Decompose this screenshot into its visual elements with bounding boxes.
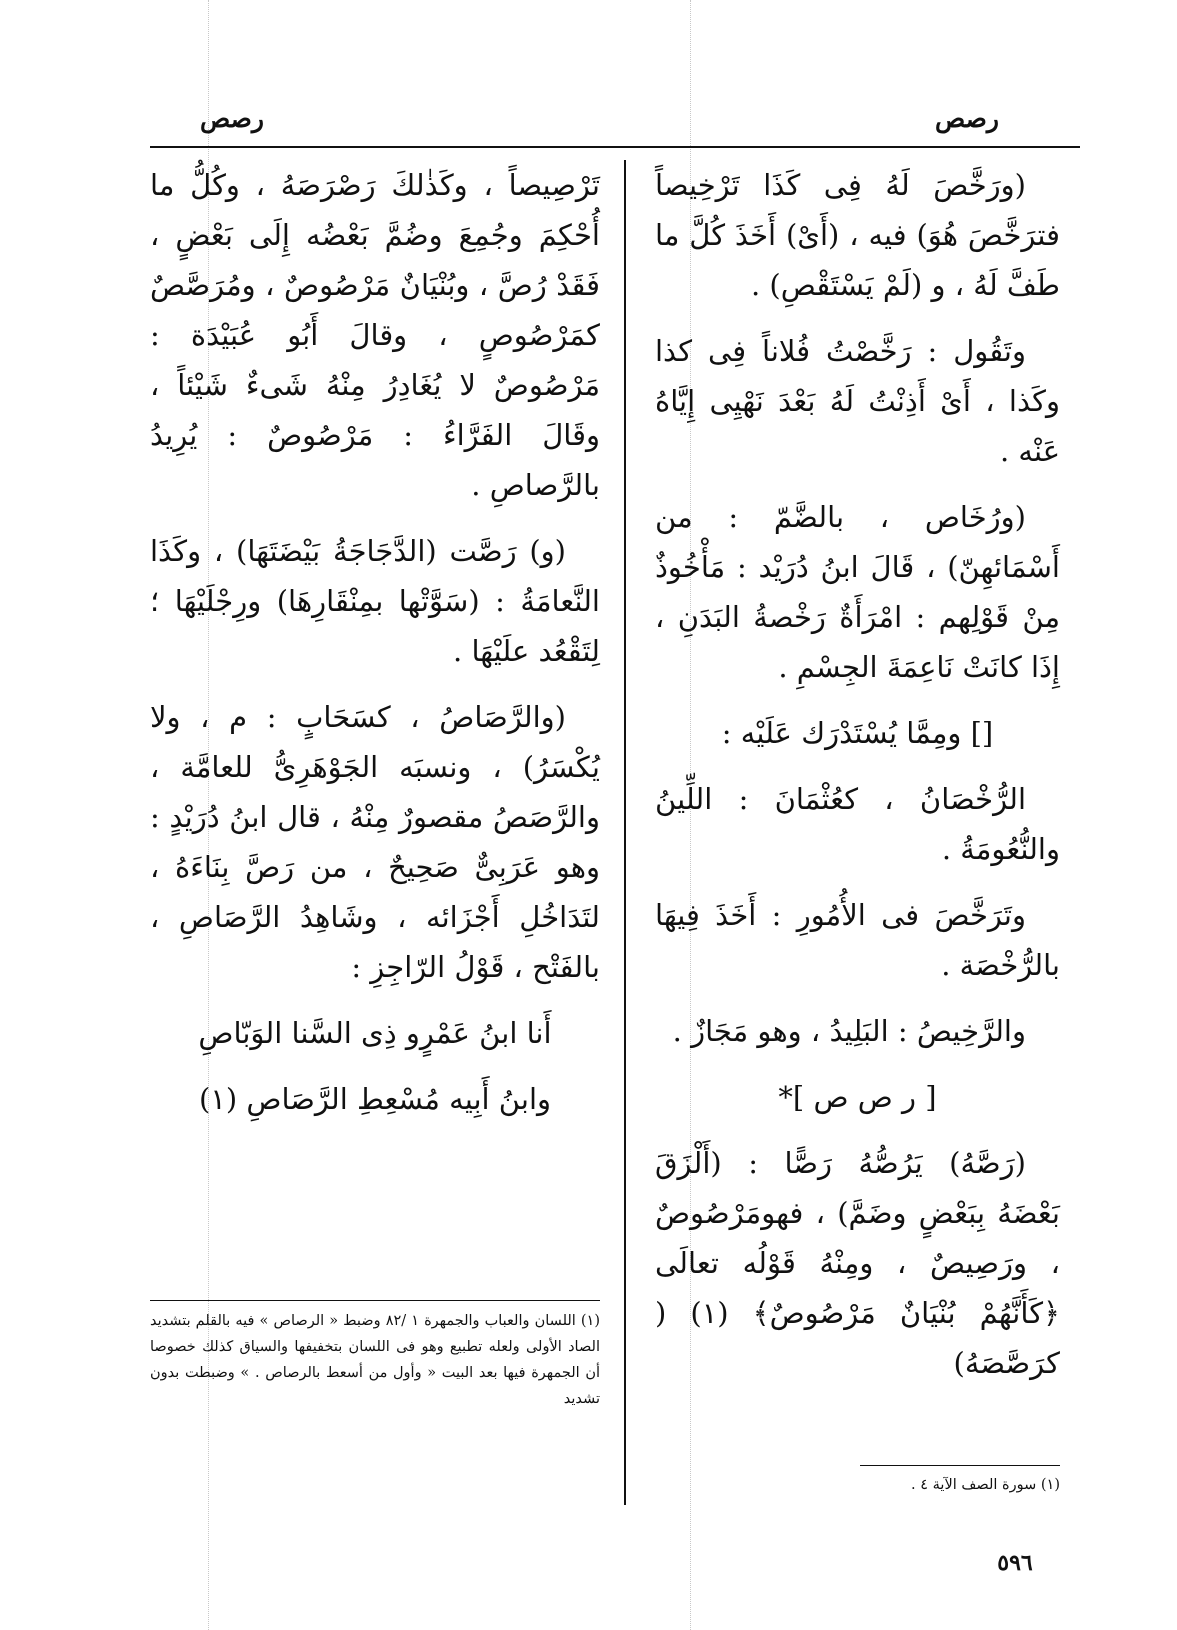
- subsection-heading: [] ومِمَّا يُسْتَدْرَك عَلَيْه :: [721, 716, 994, 750]
- paragraph: والرَّخِيصُ : البَلِيدُ ، وهو مَجَازٌ .: [672, 1014, 1026, 1048]
- right-footnote: (١) سورة الصف الآية ٤ .: [911, 1477, 1060, 1493]
- column-divider: [624, 160, 626, 1505]
- paragraph: (ورُخَاص ، بالضَّمّ : من أَسْمَائهِنّ) ، قَالَ ابنُ دُرَيْد : مَأْخُوذٌ مِنْ قَوْلِهم : امْرَأَةٌ رَخْصةُ البَدَنِ ، إِذَا كانَتْ نَاعِمَةَ الجِسْمِ .: [655, 500, 1060, 684]
- paragraph: (رَصَّهُ) يَرُصُّهُ رَصًّا : (أَلْزَقَ بَعْضَهُ بِبَعْضٍ وضَمَّ) ، فهومَرْصُوصٌ ، ورَصِيصٌ ، ومِنْهُ قَوْلُه تعالَى ﴿كَأَنَّهُمْ بُنْيَانٌ مَرْصُوصٌ﴾ (١) ( كرَصَّصَهُ): [655, 1146, 1060, 1380]
- left-column: [150, 160, 600, 1140]
- right-column: [655, 160, 1060, 1404]
- left-footnote: (١) اللسان والعباب والجمهرة ١ /٨٢ وضبط « الرصاص » فيه بالقلم بتشديد الصاد الأولى ولعله تطبيع وهو فى اللسان بتخفيفها والسياق كذلك خصوصا أن الجمهرة فيها بعد البيت « وأول من أسعط بالرصاص . » وضبطت بدون تشديد: [150, 1313, 600, 1407]
- paragraph: وتَرَخَّصَ فى الأُمُورِ : أَخَذَ فِيهَا بالرُّخْصَة .: [655, 898, 1060, 982]
- footnote-rule: [150, 1300, 600, 1301]
- entry-heading: [ ر ص ص ]*: [778, 1080, 937, 1114]
- header-right-word: رصص: [935, 104, 999, 133]
- paragraph: الرُّخْصَانُ ، كعُثْمَانَ : اللِّينُ والنُّعُومَةُ .: [655, 782, 1060, 866]
- paragraph: (والرَّصَاصُ ، كسَحَابٍ : م ، ولا يُكْسَرُ) ، ونسبَه الجَوْهَرِىُّ للعامَّة ، والرَّصَصُ مقصورٌ مِنْهُ ، قال ابنُ دُرَيْدٍ : وهو عَرَبِىٌّ صَحِيحٌ ، من رَصَّ بِنَاءَهُ ، لتَدَاخُلِ أَجْزَائه ، وشَاهِدُ الرَّصَاصِ ، بالفَتْح ، قَوْلُ الرّاجِزِ :: [150, 700, 600, 984]
- footnote-rule: [860, 1465, 1060, 1466]
- paragraph: وتَقُول : رَخَّصْتُ فُلاناً فِى كذا وكَذا ، أَىْ أَذِنْتُ لَهُ بَعْدَ نَهْيِى إِيَّاهُ عَنْه .: [655, 334, 1060, 468]
- paragraph: (ورَخَّصَ لَهُ فِى كَذَا تَرْخِيصاً فترَخَّصَ هُوَ) فيه ، (أَىْ) أَخَذَ كُلَّ ما طَفَّ لَهُ ، و (لَمْ يَسْتَقْصِ) .: [655, 168, 1060, 302]
- header-rule: [150, 146, 1080, 148]
- verse-line: وابنُ أَبِيه مُسْعِطِ الرَّصَاصِ (١): [198, 1082, 552, 1116]
- paragraph: تَرْصِيصاً ، وكَذٰلكَ رَصْرَصَهُ ، وكُلُّ ما أُحْكِمَ وجُمِعَ وضُمَّ بَعْضُه إِلَى بَعْضٍ ، فَقَدْ رُصَّ ، وبُنْيَانٌ مَرْصُوصٌ ، ومُرَصَّصٌ كمَرْصُوصٍ ، وقالَ أَبُو عُبَيْدَة : مَرْصُوصٌ لا يُغَادِرُ مِنْهُ شَىءٌ شَيْئاً ، وقَالَ الفَرَّاءُ : مَرْصُوصٌ : يُرِيدُ بالرَّصاصِ .: [150, 168, 600, 502]
- page-number: ٥٩٦: [997, 1550, 1033, 1576]
- header-left-word: رصص: [200, 104, 264, 133]
- verse-line: أَنا ابنُ عَمْرٍو ذِى السَّنا الوَبّاصِ: [198, 1016, 552, 1050]
- paragraph: (و) رَصَّت (الدَّجَاجَةُ بَيْضَتَهَا) ، وكَذَا النَّعامَةُ : (سَوَّتْها بمِنْقَارِهَا) ورِجْلَيْهَا ؛ لِتَقْعُد علَيْهَا .: [150, 534, 600, 668]
